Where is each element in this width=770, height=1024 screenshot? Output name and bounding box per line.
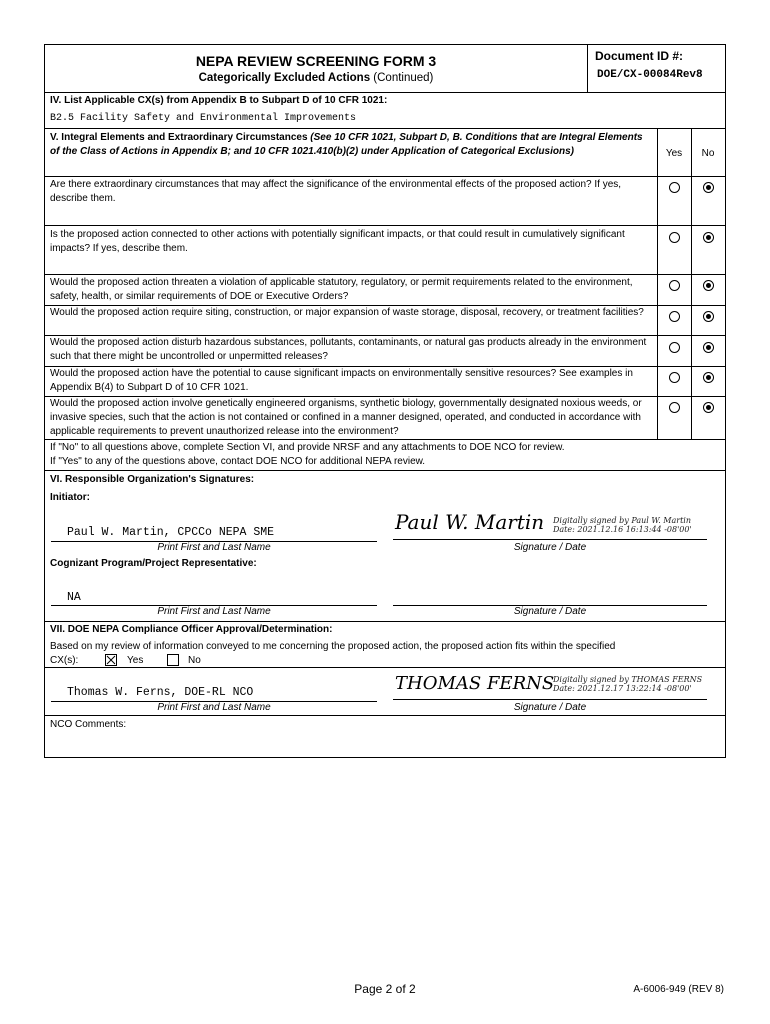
document-id-value: DOE/CX-00084Rev8 bbox=[597, 69, 703, 81]
page-number: Page 2 of 2 bbox=[354, 982, 416, 996]
representative-name-caption: Print First and Last Name bbox=[157, 606, 271, 617]
yes-column-header: Yes bbox=[665, 148, 683, 159]
question-4-yes-radio[interactable] bbox=[669, 311, 680, 322]
question-2: Is the proposed action connected to other actions with potentially significant impacts, or that could result in cumulatively significant impacts? If yes, describe them. bbox=[50, 229, 625, 254]
nco-determination-text: Based on my review of information conveyed to me concerning the proposed action, the proposed action fits within the specified bbox=[50, 641, 616, 652]
question-4: Would the proposed action require siting, construction, or major expansion of waste storage, disposal, recovery, or treatment facilities? bbox=[50, 307, 644, 318]
question-5-yes-radio[interactable] bbox=[669, 342, 680, 353]
nco-signature: THOMAS FERNS bbox=[395, 673, 555, 694]
form-title: NEPA REVIEW SCREENING FORM 3 bbox=[195, 53, 437, 69]
question-4-no-radio[interactable] bbox=[703, 311, 714, 322]
question-1: Are there extraordinary circumstances that may affect the significance of the environmental effects of the proposed action? If yes, describe them. bbox=[50, 179, 622, 204]
question-5-no-radio[interactable] bbox=[703, 342, 714, 353]
question-1-no-radio[interactable] bbox=[703, 182, 714, 193]
nco-comments-label: NCO Comments: bbox=[50, 719, 127, 730]
representative-name: NA bbox=[67, 591, 81, 604]
nco-signature-caption: Signature / Date bbox=[513, 702, 587, 713]
nco-name-caption: Print First and Last Name bbox=[157, 702, 271, 713]
check-x-icon bbox=[106, 655, 116, 665]
determination-no-checkbox[interactable] bbox=[167, 654, 179, 666]
section-vii-heading: VII. DOE NEPA Compliance Officer Approval/Determination: bbox=[50, 624, 333, 635]
determination-no-label: No bbox=[188, 655, 201, 666]
nco-signature-stamp: Digitally signed by THOMAS FERNS Date: 2021.12.17 13:22:14 -08'00' bbox=[553, 675, 703, 693]
section-vi-heading: VI. Responsible Organization's Signatures: bbox=[50, 474, 255, 485]
applicable-cx-value: B2.5 Facility Safety and Environmental Improvements bbox=[50, 113, 357, 124]
question-3-no-radio[interactable] bbox=[703, 280, 714, 291]
no-column-header: No bbox=[701, 148, 715, 159]
question-6: Would the proposed action have the potential to cause significant impacts on environmentally sensitive resources? See examples in Appendix B(4) to Subpart D of 10 CFR 1021. bbox=[50, 368, 633, 393]
question-5: Would the proposed action disturb hazardous substances, pollutants, contaminants, or natural gas products already in the environment such that there might be uncontrolled or unpermitted releases? bbox=[50, 337, 647, 362]
question-3: Would the proposed action threaten a violation of applicable statutory, regulatory, or permit requirements related to the environment, safety, health, or similar requirements of DOE or Executive Orders? bbox=[50, 277, 633, 302]
question-2-no-radio[interactable] bbox=[703, 232, 714, 243]
question-3-yes-radio[interactable] bbox=[669, 280, 680, 291]
question-6-no-radio[interactable] bbox=[703, 372, 714, 383]
determination-yes-checkbox[interactable] bbox=[105, 654, 117, 666]
instruction-note-no: If "No" to all questions above, complete Section VI, and provide NRSF and any attachments to DOE NCO for review. bbox=[50, 442, 565, 453]
initiator-signature-stamp: Digitally signed by Paul W. Martin Date: 2021.12.16 16:13:44 -08'00' bbox=[553, 516, 692, 534]
form-subtitle: Categorically Excluded Actions (Continued) bbox=[198, 72, 434, 84]
question-7-no-radio[interactable] bbox=[703, 402, 714, 413]
initiator-name-caption: Print First and Last Name bbox=[157, 542, 271, 553]
form-number: A-6006-949 (REV 8) bbox=[633, 984, 724, 995]
section-iv-heading: IV. List Applicable CX(s) from Appendix B to Subpart D of 10 CFR 1021: bbox=[50, 95, 388, 106]
initiator-name: Paul W. Martin, CPCCo NEPA SME bbox=[67, 526, 275, 539]
instruction-note-yes: If "Yes" to any of the questions above, contact DOE NCO for additional NEPA review. bbox=[50, 456, 426, 467]
section-v-heading: V. Integral Elements and Extraordinary Circumstances (See 10 CFR 1021, Subpart D, B. Conditions that are Integral Elements of the Class of Actions in Appendix B; and 10 CFR 1021.410(b)(2) under Application of Categorical Exclusions) bbox=[50, 132, 643, 157]
question-6-yes-radio[interactable] bbox=[669, 372, 680, 383]
question-7-yes-radio[interactable] bbox=[669, 402, 680, 413]
initiator-signature: Paul W. Martin bbox=[395, 510, 545, 534]
question-7: Would the proposed action involve genetically engineered organisms, synthetic biology, governmentally designated noxious weeds, or invasive species, such that the action is not contained or confined in a manner designed, operated, and conducted in accordance with applicable requirements to prevent unauthorized release into the environment? bbox=[50, 398, 642, 437]
initiator-signature-caption: Signature / Date bbox=[513, 542, 587, 553]
nepa-screening-form bbox=[44, 44, 726, 758]
representative-signature-caption: Signature / Date bbox=[513, 606, 587, 617]
determination-yes-label: Yes bbox=[127, 655, 144, 666]
representative-label: Cognizant Program/Project Representative: bbox=[50, 558, 257, 569]
nco-name: Thomas W. Ferns, DOE-RL NCO bbox=[67, 686, 254, 699]
cx-label: CX(s): bbox=[50, 655, 79, 666]
question-2-yes-radio[interactable] bbox=[669, 232, 680, 243]
initiator-label: Initiator: bbox=[50, 492, 90, 503]
document-id-label: Document ID #: bbox=[595, 49, 684, 63]
question-1-yes-radio[interactable] bbox=[669, 182, 680, 193]
